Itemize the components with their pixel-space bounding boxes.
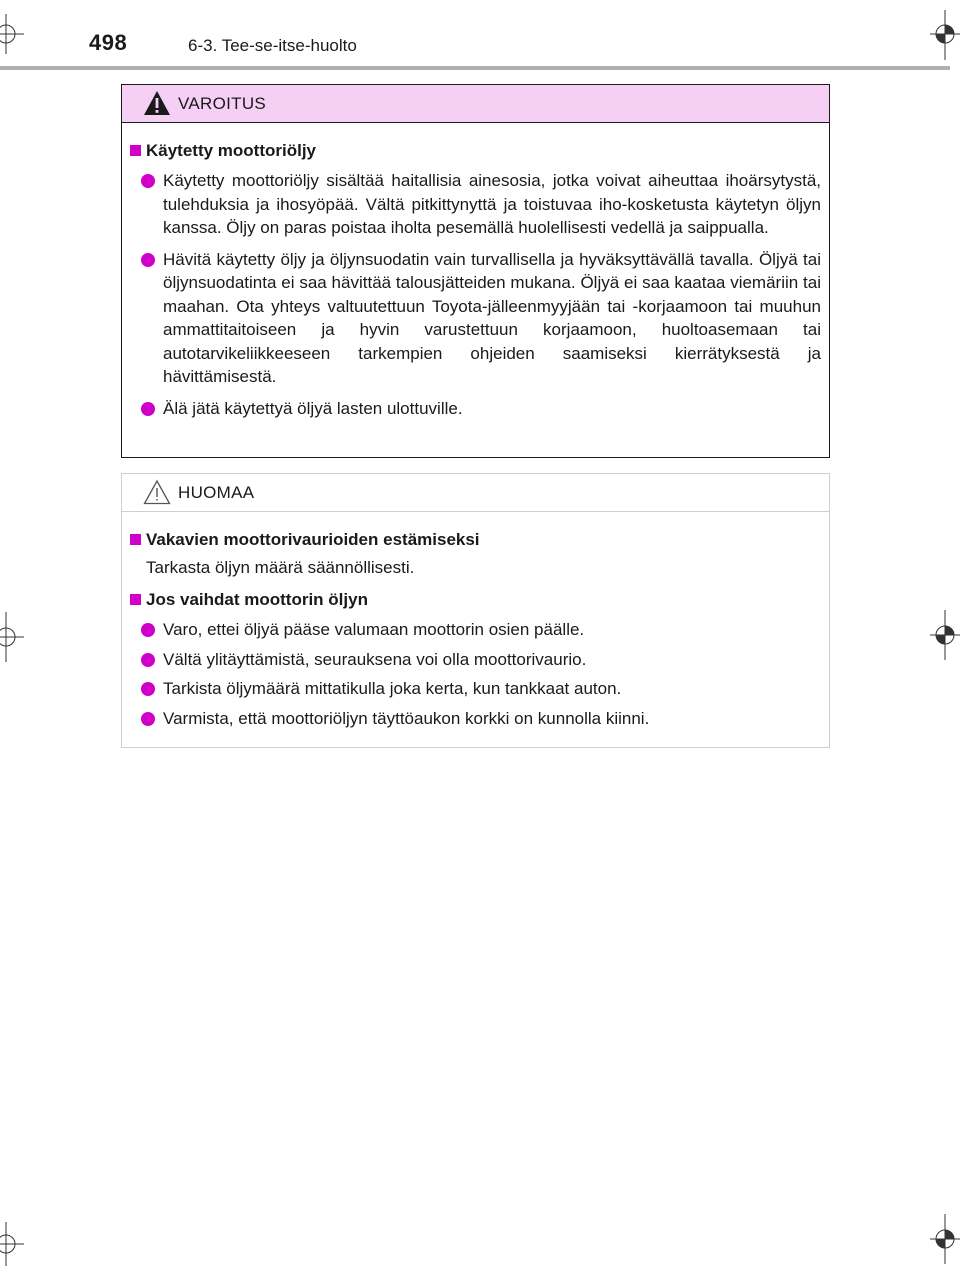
list-item: Käytetty moottoriöljy sisältää haitallisia ainesosia, jotka voivat aiheuttaa ihoärsytystä, tulehduksia ja ihosyöpää. Vältä pitkittynyttä ja toistuvaa iho-kosketusta käytetyn öljyn kanssa. Öljy on paras poistaa iholta pesemällä huolellisesti vedellä ja saippualla. [130,169,821,240]
crop-mark-bottom-left [0,1222,24,1266]
list-item: Vältä ylitäyttämistä, seurauksena voi olla moottorivaurio. [130,648,821,672]
round-bullet-icon [141,653,155,667]
page-number: 498 [89,30,128,55]
square-bullet-icon [130,145,141,156]
header-divider [0,66,950,70]
crop-mark-mid-right [930,610,960,660]
notice-sub-heading: Vakavien moottorivaurioiden estämiseksi [130,528,821,552]
warning-box [121,84,830,458]
notice-box [121,473,830,748]
round-bullet-icon [141,174,155,188]
notice-sub-heading: Jos vaihdat moottorin öljyn [130,588,821,612]
crop-mark-top-left [0,14,24,54]
notice-box-header [122,474,829,512]
warning-body [122,123,829,420]
square-bullet-icon [130,594,141,605]
list-item: Tarkista öljymäärä mittatikulla joka kerta, kun tankkaat auton. [130,677,821,701]
list-item: Varmista, että moottoriöljyn täyttöaukon korkki on kunnolla kiinni. [130,707,821,731]
crop-mark-top-right [930,10,960,60]
round-bullet-icon [141,402,155,416]
warning-box-header [122,85,829,123]
notice-title: HUOMAA [178,483,255,502]
warning-triangle-outline-icon [142,478,172,506]
section-title: 6-3. Tee-se-itse-huolto [188,36,357,55]
warning-title: VAROITUS [178,94,267,113]
round-bullet-icon [141,682,155,696]
round-bullet-icon [141,712,155,726]
round-bullet-icon [141,253,155,267]
list-item: Hävitä käytetty öljy ja öljynsuodatin vain turvallisella ja hyväksyttävällä tavalla. Öljyä tai öljynsuodatinta ei saa hävittää talousjätteiden mukana. Öljyä ei saa kaataa viemäriin tai maahan. Ota yhteys valtuutettuun Toyota-jälleenmyyjään tai -korjaamoon tai muuhun ammattitaitoiseen ja hyvin varustettuun korjaamoon, huoltoasemaan tai autotarvikeliikkeeseen tarkempien ohjeiden saamiseksi kierrätyksestä ja hävittämisestä. [130,248,821,389]
notice-body [122,512,829,730]
crop-mark-mid-left [0,612,24,662]
list-item: Varo, ettei öljyä pääse valumaan moottorin osien päälle. [130,618,821,642]
round-bullet-icon [141,623,155,637]
warning-sub-heading: Käytetty moottoriöljy [130,139,821,163]
notice-text: Tarkasta öljyn määrä säännöllisesti. [146,558,415,577]
square-bullet-icon [130,534,141,545]
list-item: Älä jätä käytettyä öljyä lasten ulottuville. [130,397,821,421]
crop-mark-bottom-right [930,1214,960,1264]
warning-triangle-filled-icon [142,89,172,117]
